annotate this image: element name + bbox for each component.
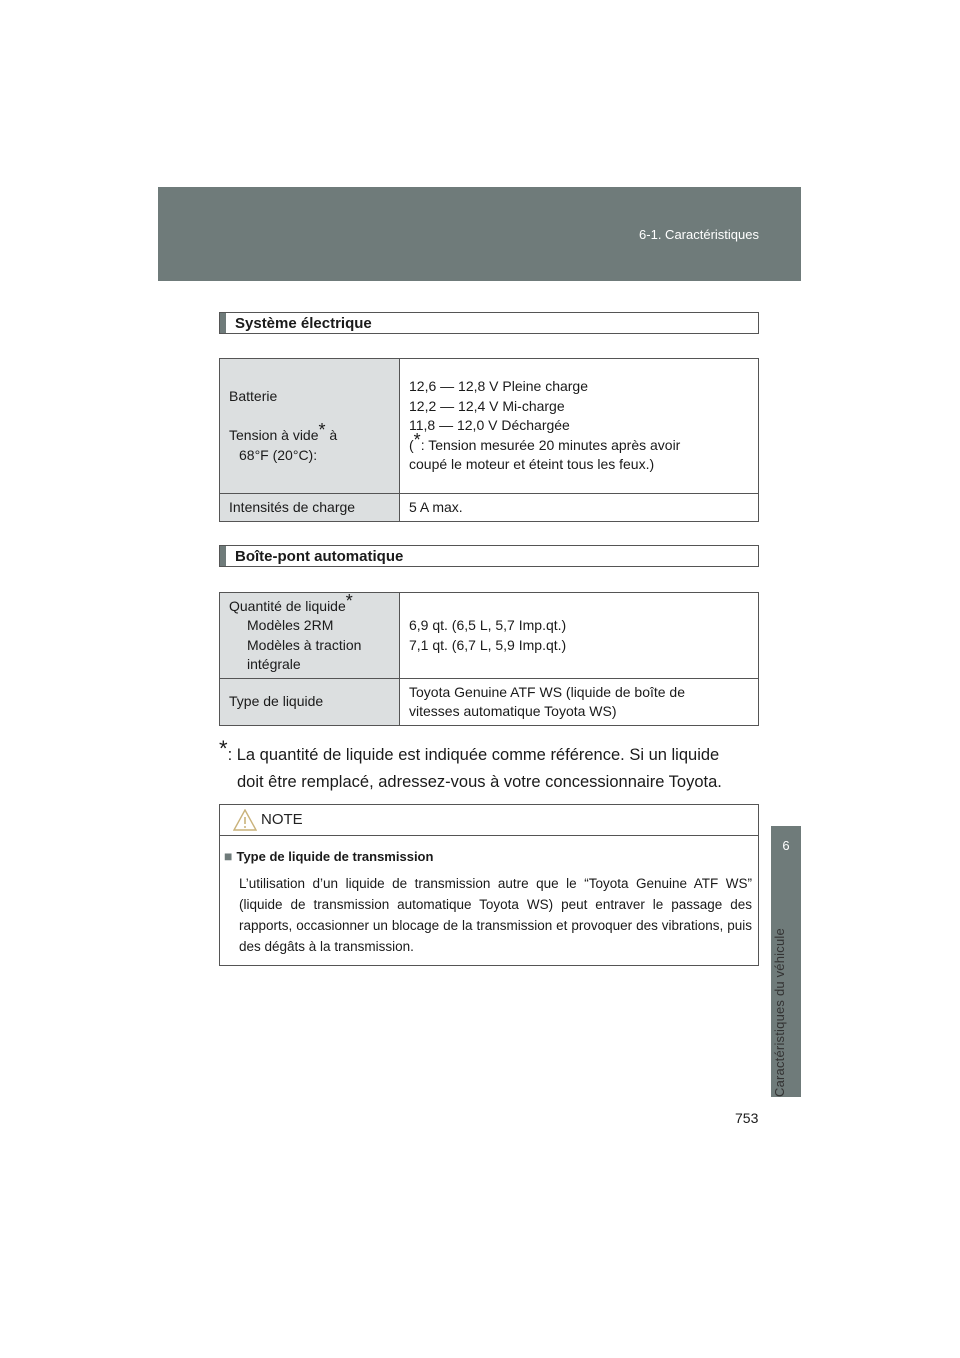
voltage-note (409, 430, 758, 456)
table-row-charge (220, 494, 759, 522)
charge-label: Intensités de charge (220, 494, 400, 522)
note-subtitle (224, 848, 433, 864)
table-row-battery (220, 359, 759, 494)
battery-label-line: Batterie (229, 388, 278, 404)
voltage-note-text: : Tension mesurée 20 minutes après avoir (420, 436, 681, 453)
footnote-text: : La quantité de liquide est indiquée comme référence. Si un liquide (227, 746, 720, 764)
model-2wd-label: Modèles 2RM (247, 617, 334, 633)
table-row-fluid-type (220, 679, 759, 726)
voltage-label-suffix: à (325, 427, 338, 443)
quantity-awd: 7,1 qt. (6,7 L, 5,9 Imp.qt.) (409, 636, 567, 653)
fluid-type-line: vitesses automatique Toyota WS) (409, 703, 617, 719)
voltage-half: 12,2 — 12,4 V Mi-charge (409, 397, 565, 414)
chapter-title: 6-1. Caractéristiques (639, 227, 759, 242)
fluid-quantity-label (220, 590, 400, 679)
voltage-label: Tension à vide (229, 427, 319, 443)
voltage-discharged: 11,8 — 12,0 V Déchargée (409, 417, 570, 434)
battery-label-line: 68°F (20°C): (239, 446, 318, 463)
model-awd-label: Modèles à traction (247, 636, 362, 653)
footnote-line (219, 735, 720, 764)
section-heading-electric-text: Système électrique (235, 315, 372, 332)
asterisk: * (219, 735, 228, 761)
battery-value (400, 359, 759, 494)
battery-label (220, 359, 400, 494)
note-subtitle-text: Type de liquide de transmission (236, 849, 434, 864)
model-awd-label-cont: intégrale (247, 656, 301, 672)
asterisk: * (318, 420, 326, 441)
transmission-spec-table (219, 592, 759, 726)
asterisk: * (413, 430, 421, 451)
table-row-fluid-quantity (220, 593, 759, 679)
note-body: L’utilisation d’un liquide de transmission autre que le “Toyota Genuine ATF WS” (liquide de transmission automatique Toyota WS) peut entraver le passage des rapports, occasionner un blocage de la transmission et provoquer des vibrations, puis des dégâts à la transmission. (239, 876, 752, 954)
charge-value: 5 A max. (400, 494, 759, 522)
electric-spec-table (219, 358, 759, 522)
fluid-quantity-value (400, 593, 759, 679)
section-heading-transmission (219, 545, 759, 567)
warning-triangle-icon (233, 809, 257, 836)
quantity-2wd: 6,9 qt. (6,5 L, 5,7 Imp.qt.) (409, 617, 567, 633)
note-header (220, 805, 758, 836)
fluid-quantity-title (229, 590, 399, 617)
spacer (229, 407, 399, 427)
footnote-line-2: doit être remplacé, adressez-vous à votre concessionnaire Toyota. (237, 773, 722, 791)
fluid-type-value (400, 679, 759, 726)
section-heading-electric (219, 312, 759, 334)
fluid-quantity-text: Quantité de liquide (229, 597, 346, 614)
note-box (219, 804, 759, 966)
section-heading-transmission-text: Boîte-pont automatique (235, 548, 404, 565)
voltage-note-cont: coupé le moteur et éteint tous les feux.) (409, 456, 655, 473)
asterisk: * (345, 590, 353, 611)
fluid-type-line: Toyota Genuine ATF WS (liquide de boîte de (409, 683, 686, 700)
page-number: 753 (735, 1110, 759, 1126)
voltage-full: 12,6 — 12,8 V Pleine charge (409, 378, 589, 395)
note-title: NOTE (261, 811, 303, 828)
footnote (219, 735, 759, 796)
square-bullet-icon: ■ (224, 848, 233, 864)
chapter-tab-number: 6 (782, 838, 790, 853)
battery-label-line (229, 420, 399, 446)
header-band (158, 187, 801, 281)
paren-open: ( (409, 436, 414, 453)
fluid-type-label: Type de liquide (220, 679, 400, 726)
chapter-tab-label: Caractéristiques du véhicule (772, 928, 787, 1097)
